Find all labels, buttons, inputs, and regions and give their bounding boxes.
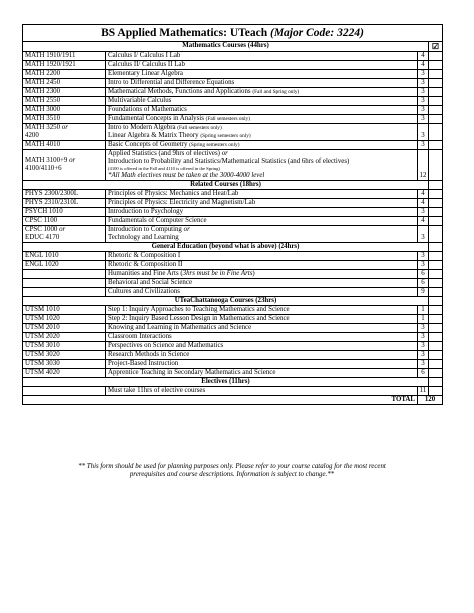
course-code: MATH 3510: [23, 115, 106, 124]
course-title: Intro to Differential and Difference Equations: [106, 79, 418, 88]
course-title: Rhetoric & Composition II: [106, 260, 418, 269]
table-row: [23, 141, 443, 150]
course-title: Calculus I/ Calculus I Lab: [106, 52, 418, 61]
course-code: MATH 2550: [23, 97, 106, 106]
table-row: [23, 124, 443, 141]
course-title-text: Fundamental Concepts in Analysis: [108, 115, 204, 122]
course-hours: 6: [418, 278, 429, 287]
course-hours: 3: [418, 207, 429, 216]
course-code: [23, 150, 106, 181]
course-hours: 6: [418, 269, 429, 278]
section-header-related: [23, 180, 443, 189]
course-hours: 4: [418, 198, 429, 207]
course-title-text: Technology and Learning: [108, 233, 179, 241]
course-code: MATH 1910/1911: [23, 52, 106, 61]
course-title: Classroom Interactions: [106, 332, 418, 341]
course-code-b: EDUC 4170: [25, 233, 60, 241]
section-header-electives: [23, 377, 443, 386]
check-cell[interactable]: [429, 52, 443, 61]
course-hours: 4: [418, 216, 429, 225]
section-heading: General Education (beyond what is above) (24hrs): [23, 242, 429, 251]
check-cell[interactable]: [429, 180, 443, 189]
check-cell[interactable]: [429, 79, 443, 88]
table-row: [23, 305, 443, 314]
check-cell[interactable]: [429, 106, 443, 115]
course-code: UTSM 1020: [23, 314, 106, 323]
check-cell[interactable]: [429, 61, 443, 70]
course-hours: 3: [418, 323, 429, 332]
course-code-b: 4100/4110+6: [25, 164, 62, 172]
course-hours: 3: [418, 115, 429, 124]
course-code: MATH 4010: [23, 141, 106, 150]
course-title: Step 1: Inquiry Approaches to Teaching Mathematics and Science: [106, 305, 418, 314]
or-word: or: [183, 225, 190, 233]
table-row: [23, 386, 443, 395]
course-code: ENGL 1010: [23, 251, 106, 260]
course-title: Cultures and Civilizations: [106, 287, 418, 296]
table-row: [23, 52, 443, 61]
course-hours: 1: [418, 305, 429, 314]
course-hours: 3: [418, 332, 429, 341]
course-code: UTSM 4020: [23, 368, 106, 377]
elective-note: *All Math electives must be taken at the 3000-4000 level: [108, 171, 265, 179]
table-row: [23, 368, 443, 377]
course-title: Must take 11hrs of elective courses: [106, 386, 418, 395]
check-cell[interactable]: [429, 216, 443, 225]
footnote-line: prerequisites and course descriptions. Information is subject to change.**: [129, 471, 335, 479]
course-code: UTSM 3030: [23, 359, 106, 368]
check-cell[interactable]: [429, 189, 443, 198]
check-cell[interactable]: [429, 251, 443, 260]
table-row: [23, 314, 443, 323]
course-hours: 3: [418, 124, 429, 141]
table-row: [23, 97, 443, 106]
course-hours: 3: [418, 225, 429, 242]
course-code: MATH 2200: [23, 70, 106, 79]
check-cell[interactable]: [429, 359, 443, 368]
fine-arts-note: 3hrs must be in Fine Arts: [182, 269, 253, 277]
course-code: PHYS 2300/2300L: [23, 189, 106, 198]
course-code: [23, 124, 106, 141]
check-cell[interactable]: [429, 269, 443, 278]
check-cell[interactable]: [429, 314, 443, 323]
course-title-text: Basic Concepts of Geometry: [108, 141, 188, 148]
course-title: Apprentice Teaching in Secondary Mathematics and Science: [106, 368, 418, 377]
check-cell[interactable]: [429, 88, 443, 97]
table-row: [23, 332, 443, 341]
course-title: Principles of Physics: Electricity and Magnetism/Lab: [106, 198, 418, 207]
section-heading: UTeaChattanooga Courses (23hrs): [23, 296, 429, 305]
check-cell[interactable]: [429, 70, 443, 79]
course-hours: 9: [418, 287, 429, 296]
table-row: [23, 106, 443, 115]
course-hours: 1: [418, 314, 429, 323]
course-title-text: Applied Statistics (and 9hrs of electives): [108, 150, 220, 157]
course-title: [106, 124, 418, 141]
table-row: [23, 287, 443, 296]
check-cell[interactable]: [429, 323, 443, 332]
course-note: (Fall and Spring only): [252, 89, 300, 95]
course-title: Foundations of Mathematics: [106, 106, 418, 115]
check-cell[interactable]: [429, 150, 443, 181]
course-code: ENGL 1020: [23, 260, 106, 269]
course-hours: 3: [418, 350, 429, 359]
table-row: [23, 359, 443, 368]
or-word: or: [61, 124, 68, 131]
course-title-text: Introduction to Computing: [108, 225, 182, 233]
course-code-a: MATH 3250: [25, 124, 61, 131]
course-title: Project-Based Instruction: [106, 359, 418, 368]
footnote: [22, 463, 442, 479]
course-title-text: Linear Algebra & Matrix Theory: [108, 132, 199, 139]
course-hours: 3: [418, 70, 429, 79]
table-row: [23, 207, 443, 216]
section-header-mathematics: [23, 42, 443, 52]
course-title-text: Intro to Modern Algebra: [108, 124, 176, 131]
course-title-text: Humanities and Fine Arts (: [108, 269, 183, 277]
table-row: [23, 260, 443, 269]
course-code: UTSM 3010: [23, 341, 106, 350]
course-code: UTSM 2010: [23, 323, 106, 332]
check-cell[interactable]: [429, 225, 443, 242]
check-cell[interactable]: [429, 124, 443, 141]
major-code: (Major Code: 3224): [269, 26, 364, 39]
check-cell[interactable]: [429, 287, 443, 296]
course-code: UTSM 3020: [23, 350, 106, 359]
course-code-a: MATH 3100+9: [25, 156, 68, 164]
course-hours: 6: [418, 368, 429, 377]
course-code: MATH 2450: [23, 79, 106, 88]
check-cell[interactable]: [429, 368, 443, 377]
course-title: Principles of Physics: Mechanics and Heat/Lab: [106, 189, 418, 198]
course-code: MATH 1920/1921: [23, 61, 106, 70]
table-row: [23, 198, 443, 207]
table-row: [23, 88, 443, 97]
check-cell[interactable]: [429, 332, 443, 341]
section-heading: Related Courses (18hrs): [23, 180, 429, 189]
check-cell[interactable]: [429, 278, 443, 287]
course-hours: 3: [418, 97, 429, 106]
table-row: [23, 350, 443, 359]
or-word: or: [59, 225, 66, 233]
course-title-text: Introduction to Probability and Statistics/Mathematical Statistics (and 6hrs of electives): [108, 158, 350, 165]
course-code: UTSM 2020: [23, 332, 106, 341]
course-code-a: CPSC 1000: [25, 225, 58, 233]
course-title: Research Methods in Science: [106, 350, 418, 359]
table-row: [23, 269, 443, 278]
course-title: Multivariable Calculus: [106, 97, 418, 106]
total-label: TOTAL: [23, 395, 418, 404]
table-row: [23, 115, 443, 124]
course-title: Introduction to Psychology: [106, 207, 418, 216]
course-hours: 3: [418, 260, 429, 269]
course-title: Step 2: Inquiry Based Lesson Design in Mathematics and Science: [106, 314, 418, 323]
check-cell[interactable]: [429, 305, 443, 314]
total-value: 120: [418, 395, 443, 404]
degree-plan-sheet: [22, 24, 442, 405]
course-hours: 3: [418, 251, 429, 260]
course-title: [106, 150, 418, 181]
course-note: (Fall semesters only): [205, 116, 251, 122]
check-cell[interactable]: [429, 115, 443, 124]
course-code: [23, 269, 106, 278]
course-title: [106, 269, 418, 278]
course-note: (Spring semesters only): [200, 133, 251, 139]
course-hours: 11: [418, 386, 429, 395]
or-word: or: [69, 156, 76, 164]
checkbox-icon[interactable]: ☑: [429, 42, 443, 52]
course-hours: 4: [418, 52, 429, 61]
course-code: [23, 225, 106, 242]
check-cell[interactable]: [429, 141, 443, 150]
check-cell[interactable]: [429, 207, 443, 216]
table-row: [23, 150, 443, 181]
course-note: (Fall semesters only): [177, 125, 222, 131]
section-header-uteach: [23, 296, 443, 305]
course-code-b: 4200: [25, 132, 39, 139]
table-row: [23, 225, 443, 242]
or-word: or: [221, 150, 228, 157]
course-hours: 3: [418, 88, 429, 97]
table-row: [23, 189, 443, 198]
check-cell[interactable]: [429, 260, 443, 269]
course-title: Calculus II/ Calculus II Lab: [106, 61, 418, 70]
course-table: [22, 24, 443, 405]
check-cell[interactable]: [429, 97, 443, 106]
check-cell[interactable]: [429, 198, 443, 207]
course-title: Rhetoric & Composition I: [106, 251, 418, 260]
table-row: [23, 251, 443, 260]
course-hours: 3: [418, 141, 429, 150]
table-row: [23, 79, 443, 88]
course-title-text: Mathematical Methods, Functions and Applications: [108, 88, 251, 95]
course-hours: 12: [418, 150, 429, 181]
course-title: [106, 115, 418, 124]
course-code: MATH 3000: [23, 106, 106, 115]
course-code: PHYS 2310/2310L: [23, 198, 106, 207]
title-row: [23, 25, 443, 42]
course-hours: 4: [418, 61, 429, 70]
check-cell[interactable]: [429, 386, 443, 395]
page-title-text: BS Applied Mathematics: UTeach: [101, 26, 268, 39]
course-hours: 3: [418, 106, 429, 115]
course-title: Behavioral and Social Science: [106, 278, 418, 287]
total-row: [23, 395, 443, 404]
check-cell[interactable]: [429, 341, 443, 350]
course-title: Knowing and Learning in Mathematics and Science: [106, 323, 418, 332]
section-header-general-education: [23, 242, 443, 251]
course-title: Perspectives on Science and Mathematics: [106, 341, 418, 350]
course-title: Fundamentals of Computer Science: [106, 216, 418, 225]
course-code: UTSM 1010: [23, 305, 106, 314]
course-code: PSYCH 1010: [23, 207, 106, 216]
table-row: [23, 278, 443, 287]
table-row: [23, 61, 443, 70]
check-cell[interactable]: [429, 377, 443, 386]
footnote-line: ** This form should be used for planning purposes only. Please refer to your course catalog for the most recent: [78, 463, 386, 470]
page-title: [23, 25, 443, 42]
course-title: [106, 141, 418, 150]
table-row: [23, 216, 443, 225]
course-code: [23, 386, 106, 395]
course-code: CPSC 1100: [23, 216, 106, 225]
check-cell[interactable]: [429, 350, 443, 359]
check-cell[interactable]: [429, 242, 443, 251]
course-note: (4100 is offered in the Fall and 4110 is offered in the Spring): [108, 166, 220, 171]
table-row: [23, 70, 443, 79]
course-code: MATH 2300: [23, 88, 106, 97]
course-hours: 4: [418, 189, 429, 198]
course-note: (Spring semesters only): [189, 142, 240, 148]
course-code: [23, 287, 106, 296]
section-heading: Mathematics Courses (44hrs): [23, 42, 429, 52]
course-title: [106, 88, 418, 97]
section-heading: Electives (11hrs): [23, 377, 429, 386]
course-hours: 3: [418, 79, 429, 88]
table-row: [23, 341, 443, 350]
course-code: [23, 278, 106, 287]
course-title: [106, 225, 418, 242]
course-title: Elementary Linear Algebra: [106, 70, 418, 79]
course-title-text: ): [252, 269, 255, 277]
check-cell[interactable]: [429, 296, 443, 305]
course-hours: 3: [418, 341, 429, 350]
course-hours: 3: [418, 359, 429, 368]
table-row: [23, 323, 443, 332]
